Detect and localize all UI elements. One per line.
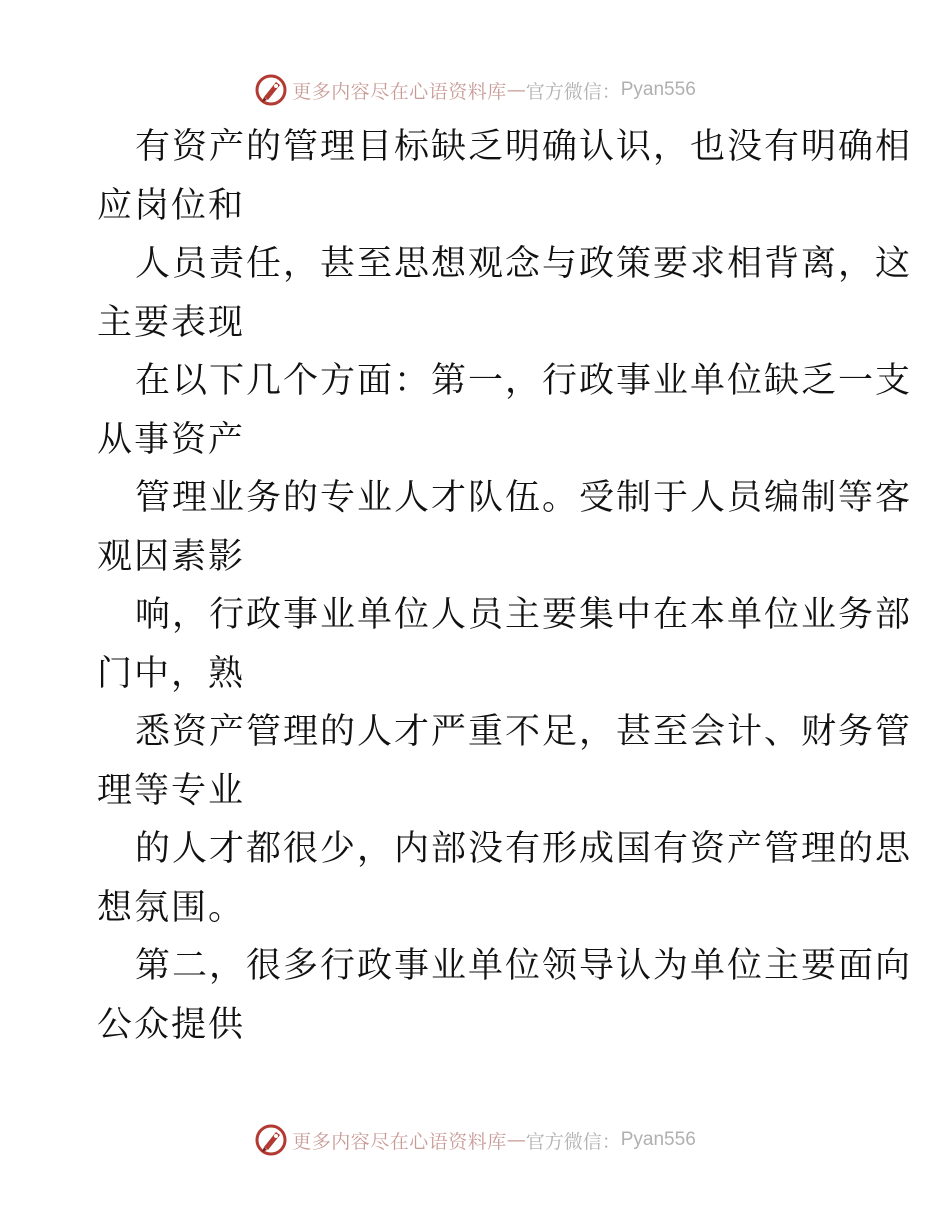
paragraph-line: 主要表现 (97, 302, 246, 343)
pen-logo-icon (254, 1123, 288, 1157)
header-label: 官方微信： (525, 80, 621, 103)
paragraph-line: 响，行政事业单位人员主要集中在本单位业务部 (135, 595, 913, 635)
footer-separator: — (506, 1129, 526, 1151)
paragraph-line: 有资产的管理目标缺乏明确认识，也没有明确相 (135, 127, 913, 167)
document-body (97, 118, 913, 1054)
pen-logo-icon (254, 73, 288, 107)
footer-wechat-id: Pyan556 (620, 1129, 696, 1150)
paragraph (97, 820, 913, 937)
paragraph-line: 想氛围。 (97, 887, 246, 928)
header-text: 更多内容尽在心语资料库 (292, 80, 507, 103)
paragraph-line: 人员责任，甚至思想观念与政策要求相背离，这 (135, 244, 913, 284)
paragraph-line: 管理业务的专业人才队伍。受制于人员编制等客 (135, 478, 913, 518)
paragraph (97, 235, 913, 352)
paragraph-line: 观因素影 (97, 536, 246, 577)
paragraph-line: 的人才都很少，内部没有形成国有资产管理的思 (135, 829, 913, 869)
paragraph-line: 悉资产管理的人才严重不足，甚至会计、财务管 (135, 712, 913, 752)
paragraph-line: 理等专业 (97, 770, 246, 811)
paragraph-line: 应岗位和 (97, 185, 246, 226)
paragraph (97, 703, 913, 820)
paragraph (97, 118, 913, 235)
footer-text: 更多内容尽在心语资料库 (292, 1130, 507, 1153)
header-separator: — (506, 79, 526, 101)
footer-label: 官方微信： (525, 1130, 621, 1153)
header-wechat-id: Pyan556 (620, 79, 696, 100)
paragraph-line: 在以下几个方面：第一，行政事业单位缺乏一支 (135, 361, 913, 401)
paragraph (97, 937, 913, 1054)
footer-banner (0, 1120, 950, 1160)
paragraph (97, 469, 913, 586)
paragraph-line: 公众提供 (97, 1004, 246, 1045)
header-banner (0, 70, 950, 110)
paragraph (97, 352, 913, 469)
paragraph (97, 586, 913, 703)
paragraph-line: 从事资产 (97, 419, 246, 460)
paragraph-line: 门中，熟 (97, 653, 246, 694)
paragraph-line: 第二，很多行政事业单位领导认为单位主要面向 (135, 946, 913, 986)
